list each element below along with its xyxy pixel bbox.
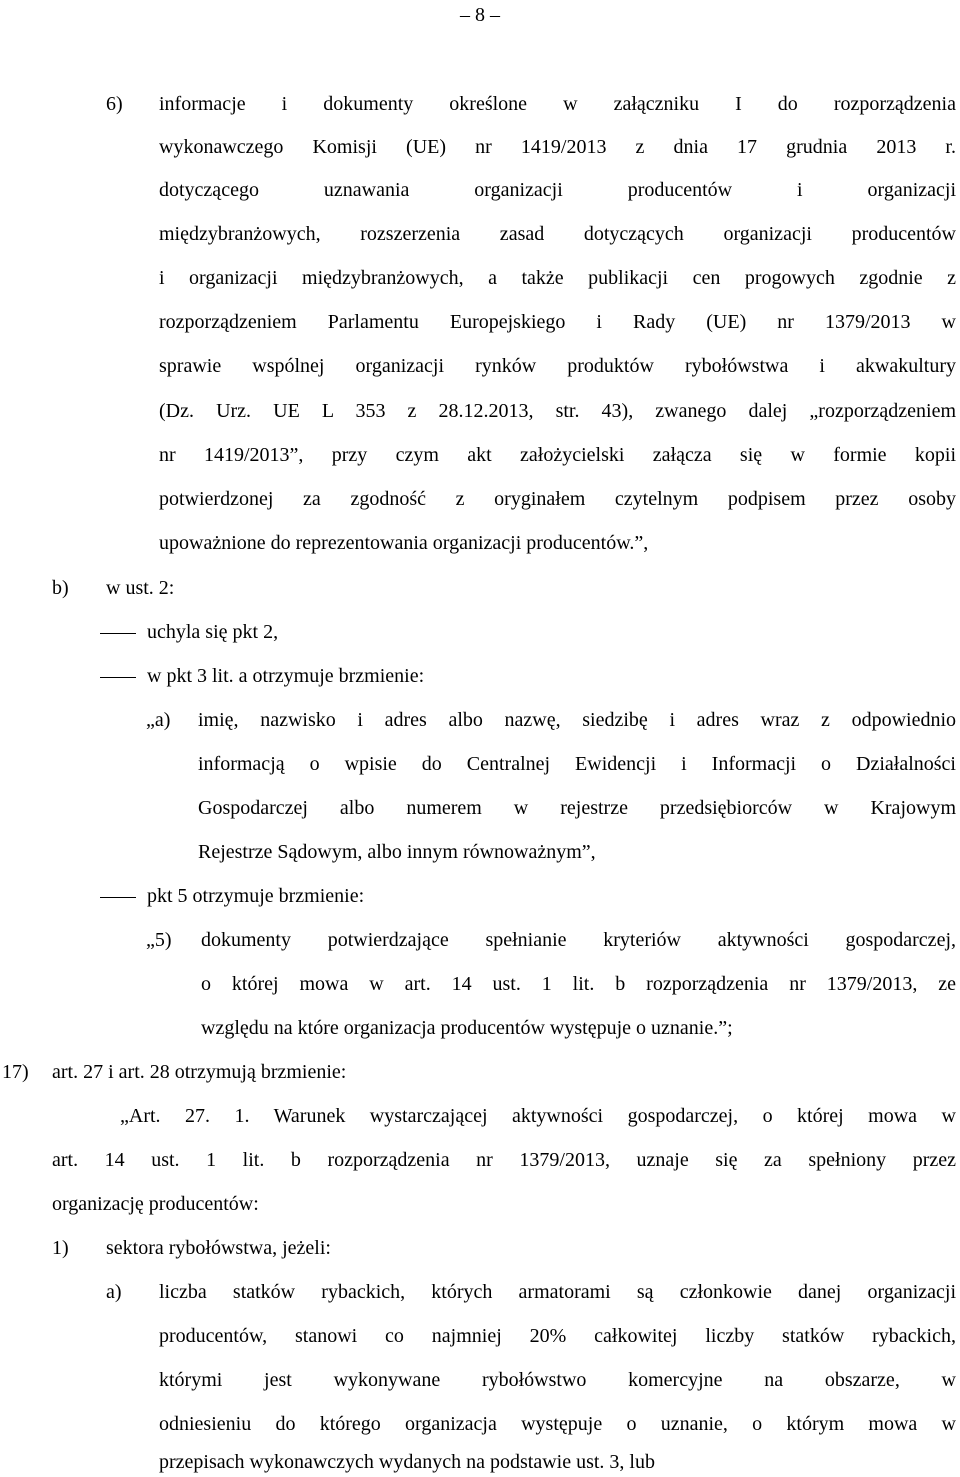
- lit-b-label: b): [52, 577, 69, 599]
- item-17-label: 17): [2, 1061, 29, 1083]
- page-number: – 8 –: [460, 4, 500, 26]
- art-27-line: organizację producentów:: [52, 1193, 259, 1215]
- dash-marker: [100, 633, 136, 634]
- quote-5-line: o której mowa w art. 14 ust. 1 lit. b rozporządzenia nr 1379/2013, ze: [201, 973, 956, 995]
- dash-item-text: pkt 5 otrzymuje brzmienie:: [147, 885, 365, 907]
- item-6-line: nr 1419/2013”, przy czym akt założycielski załącza się w formie kopii: [159, 444, 956, 466]
- lit-a-line: odniesieniu do którego organizacja występuje o uznanie, o którym mowa w: [159, 1413, 956, 1435]
- item-6-line: potwierdzonej za zgodność z oryginałem czytelnym podpisem przez osoby: [159, 488, 956, 510]
- quote-a-label: „a): [146, 709, 171, 731]
- quote-a-line: Gospodarczej albo numerem w rejestrze przedsiębiorców w Krajowym: [198, 797, 956, 819]
- lit-b-text: w ust. 2:: [106, 577, 175, 599]
- item-6-label: 6): [106, 93, 123, 115]
- quote-a-line: informacją o wpisie do Centralnej Ewidencji i Informacji o Działalności: [198, 753, 956, 775]
- point-1-text: sektora rybołówstwa, jeżeli:: [106, 1237, 331, 1259]
- dash-item-text: uchyla się pkt 2,: [147, 621, 279, 643]
- item-6-line: i organizacji międzybranżowych, a także publikacji cen progowych zgodnie z: [159, 267, 956, 289]
- dash-item-text: w pkt 3 lit. a otrzymuje brzmienie:: [147, 665, 425, 687]
- quote-5-line: względu na które organizacja producentów występuje o uznanie.”;: [201, 1017, 733, 1039]
- item-6-line: sprawie wspólnej organizacji rynków produktów rybołówstwa i akwakultury: [159, 355, 956, 377]
- quote-5-line: dokumenty potwierdzające spełnianie kryteriów aktywności gospodarczej,: [201, 929, 956, 951]
- item-6-line: (Dz. Urz. UE L 353 z 28.12.2013, str. 43), zwanego dalej „rozporządzeniem: [159, 400, 956, 422]
- lit-a-line: liczba statków rybackich, których armatorami są członkowie danej organizacji: [159, 1281, 956, 1303]
- lit-a-line: producentów, stanowi co najmniej 20% całkowitej liczby statków rybackich,: [159, 1325, 956, 1347]
- item-6-line: rozporządzeniem Parlamentu Europejskiego i Rady (UE) nr 1379/2013 w: [159, 311, 956, 333]
- dash-item: [100, 663, 424, 689]
- lit-a-line: przepisach wykonawczych wydanych na podstawie ust. 3, lub: [159, 1451, 655, 1473]
- art-27-line: art. 14 ust. 1 lit. b rozporządzenia nr 1379/2013, uznaje się za spełniony przez: [52, 1149, 956, 1171]
- point-1-label: 1): [52, 1237, 69, 1259]
- quote-5-label: „5): [146, 929, 172, 951]
- item-6-line: upoważnione do reprezentowania organizacji producentów.”,: [159, 532, 649, 554]
- item-6-line: informacje i dokumenty określone w załączniku I do rozporządzenia: [159, 93, 956, 115]
- item-17-text: art. 27 i art. 28 otrzymują brzmienie:: [52, 1061, 347, 1083]
- dash-item: [100, 619, 278, 645]
- dash-marker: [100, 677, 136, 678]
- art-27-line: „Art. 27. 1. Warunek wystarczającej aktywności gospodarczej, o której mowa w: [120, 1105, 956, 1127]
- quote-a-line: Rejestrze Sądowym, albo innym równoważnym”,: [198, 841, 596, 863]
- item-6-line: międzybranżowych, rozszerzenia zasad dotyczących organizacji producentów: [159, 223, 956, 245]
- dash-marker: [100, 897, 136, 898]
- quote-a-line: imię, nazwisko i adres albo nazwę, siedzibę i adres wraz z odpowiednio: [198, 709, 956, 731]
- lit-a-label: a): [106, 1281, 122, 1303]
- item-6-line: dotyczącego uznawania organizacji producentów i organizacji: [159, 179, 956, 201]
- lit-a-line: którymi jest wykonywane rybołówstwo komercyjne na obszarze, w: [159, 1369, 956, 1391]
- dash-item: [100, 883, 364, 909]
- item-6-line: wykonawczego Komisji (UE) nr 1419/2013 z dnia 17 grudnia 2013 r.: [159, 136, 956, 158]
